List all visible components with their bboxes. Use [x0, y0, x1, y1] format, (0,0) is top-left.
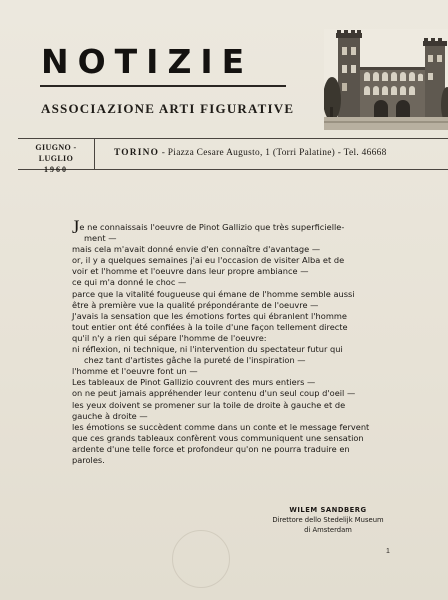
article-line: gauche à droite —: [72, 410, 148, 421]
issue-year: 1960: [44, 165, 68, 174]
band-divider: [94, 139, 95, 169]
article-line: ce qui m'a donné le choc —: [72, 277, 187, 288]
faded-stamp: [172, 530, 230, 588]
article-line: on ne peut jamais appréhender leur contenu d'un seul coup d'oeil —: [72, 388, 356, 399]
article-line: chez tant d'artistes gâche la pureté de l'inspiration —: [84, 355, 306, 366]
signature-place: di Amsterdam: [304, 526, 352, 535]
article-line: or, il y a quelques semaines j'ai eu l'occasion de visiter Alba et de: [72, 255, 345, 266]
masthead-title: NOTIZIE: [41, 42, 254, 81]
issue-info-band: [18, 138, 448, 174]
article-line: paroles.: [72, 454, 105, 465]
article-line: J'avais la sensation que les émotions fortes qui ébranlent l'homme: [72, 310, 347, 321]
article-line: ardente d'une telle force et profondeur qu'on ne pourra traduire en: [72, 443, 350, 454]
article-line: parce que la vitalité fougueuse qui émane de l'homme semble aussi: [72, 288, 355, 299]
article-line-text: e ne connaissais l'oeuvre de Pinot Gallizio que très superficielle-: [79, 222, 345, 232]
article-line: les yeux doivent se promener sur la toile de droite à gauche et de: [72, 399, 346, 410]
issue-date: [18, 142, 94, 175]
article-line: [72, 217, 394, 238]
article-line: mais cela m'avait donné envie d'en connaître d'avantage —: [72, 244, 321, 255]
address-street: - Piazza Cesare Augusto, 1 (Torri Palatine) - Tel. 46668: [159, 148, 387, 158]
article-line: voir et l'homme et l'oeuvre dans leur propre ambiance —: [72, 266, 309, 277]
article-line: tout entier ont été confiées à la toile d'une façon tellement directe: [72, 321, 348, 332]
article-body: [72, 217, 394, 466]
article-dropcap: J: [72, 217, 80, 238]
signature-block: [263, 505, 393, 536]
address-city: TORINO: [114, 148, 160, 158]
article-line: ment —: [84, 233, 117, 244]
signature-name: WILEM SANDBERG: [289, 506, 367, 514]
article-line: qu'il n'y a rien qui sépare l'homme de l'oeuvre:: [72, 332, 267, 343]
porta-palatina-illustration: [324, 29, 448, 130]
masthead-rule: [40, 85, 286, 87]
article-line: Les tableaux de Pinot Gallizio couvrent des murs entiers —: [72, 377, 316, 388]
address-line: [114, 148, 387, 158]
article-line: être à première vue la qualité prépondérante de l'oeuvre —: [72, 299, 319, 310]
article-line: que ces grands tableaux confèrent vous communiquent une sensation: [72, 432, 364, 443]
masthead-subtitle: ASSOCIAZIONE ARTI FIGURATIVE: [41, 101, 295, 116]
article-line: les émotions se succèdent comme dans un conte et le message fervent: [72, 421, 370, 432]
article-line: l'homme et l'oeuvre font un —: [72, 366, 198, 377]
issue-months: GIUGNO - LUGLIO: [35, 143, 77, 163]
page-number: 1: [386, 548, 390, 555]
article-line: ni réflexion, ni technique, ni l'intervention du spectateur futur qui: [72, 344, 343, 355]
signature-role: Direttore dello Stedelijk Museum: [272, 516, 384, 525]
